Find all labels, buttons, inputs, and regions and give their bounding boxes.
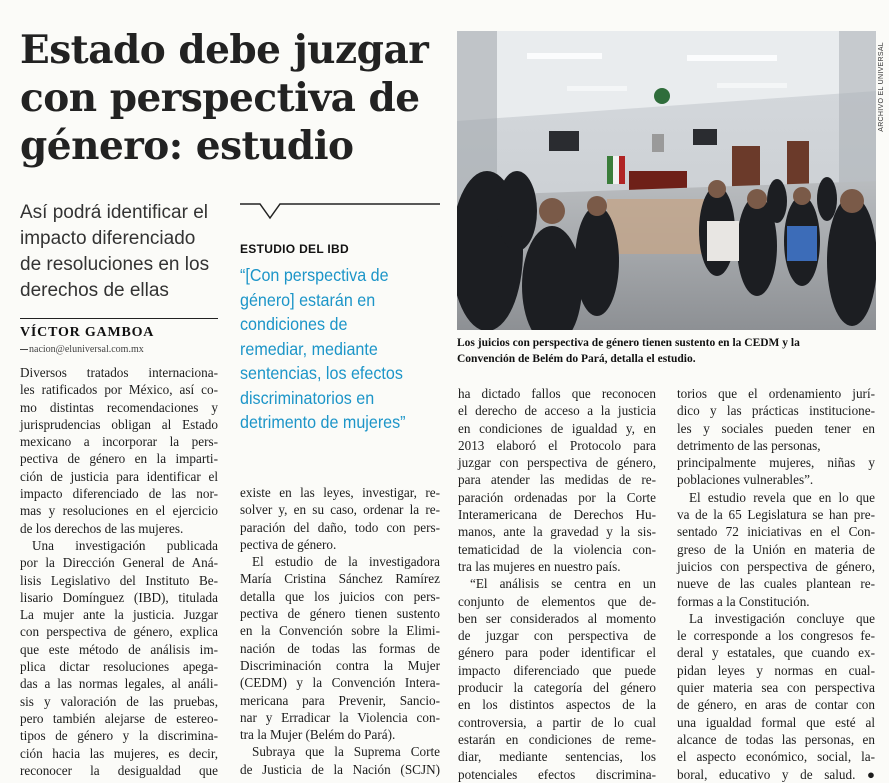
- body-line: torios que el ordenamiento jurí-: [677, 386, 875, 401]
- body-line: pero también alejarse de estereo-: [20, 710, 218, 726]
- body-line: pectiva de género en la imparti-: [20, 451, 218, 467]
- body-line: conjunto de elementos que de-: [458, 593, 656, 609]
- body-column-4: [677, 385, 875, 783]
- body-line: mo distintas recomendaciones y: [20, 399, 218, 415]
- body-line: Subraya que la Suprema Corte: [252, 744, 440, 760]
- body-line: tipos de género y la discrimina-: [20, 728, 218, 744]
- body-line: pectiva de género tienen sustento: [240, 606, 440, 622]
- body-line: sentado 72 iniciativas en el Con-: [677, 524, 875, 540]
- author-name: VÍCTOR GAMBOA: [20, 325, 155, 340]
- body-line: en condiciones de igualdad y, en: [458, 420, 656, 436]
- body-line: de los derechos de las mujeres.: [20, 520, 184, 536]
- body-line: juicios con perspectiva de género,: [677, 558, 875, 574]
- body-line: manos, ante la gravedad y la sis-: [458, 524, 656, 540]
- body-line: el aspecto económico, social, la-: [677, 749, 875, 765]
- body-line: pidan leyes y normas en cual-: [677, 662, 875, 678]
- body-line: sis y valoración de las pruebas,: [20, 693, 218, 709]
- pull-quote-line: género] estarán en: [240, 289, 376, 310]
- pull-quote-label: ESTUDIO DEL IBD: [240, 242, 349, 256]
- body-line: existe en las leyes, investigar, re-: [240, 485, 440, 500]
- body-line: solver y, en su caso, ordenar la re-: [240, 502, 440, 518]
- body-line: impacto diferenciado que puede: [458, 662, 656, 678]
- body-line: La investigación concluye que: [689, 610, 875, 626]
- headline-line: con perspectiva de: [20, 75, 420, 121]
- body-line: tematicidad de la violencia con-: [458, 541, 656, 557]
- subhead-line: Así podrá identificar el: [20, 202, 208, 223]
- body-line: El estudio revela que en lo que: [689, 489, 875, 505]
- body-line: María Cristina Sánchez Ramírez: [240, 571, 440, 587]
- body-line: de género, en aras de contar con: [677, 697, 875, 713]
- body-line: lisis Legislativo del Instituto Be-: [20, 572, 218, 588]
- body-line: juzgar con perspectiva de género,: [458, 455, 656, 471]
- body-line: nueve de las cuales plantean re-: [677, 576, 875, 592]
- subheadline: [20, 200, 230, 304]
- body-line: que este método de análisis im-: [20, 641, 218, 657]
- body-line: pectiva de género.: [240, 536, 337, 552]
- headline: [20, 26, 445, 170]
- pull-quote-line: detrimento de mujeres”: [240, 412, 406, 432]
- body-line: Interamericana de Derechos Hu-: [458, 507, 656, 523]
- body-line: para atender las medidas de re-: [458, 472, 656, 488]
- body-column-1: [20, 364, 218, 779]
- body-line: les ratificados por México, así co-: [20, 382, 218, 398]
- body-line: ha dictado fallos que reconocen: [458, 386, 656, 401]
- body-line: Una investigación publicada: [32, 537, 218, 553]
- body-line: ción de justicia para identificar el: [20, 468, 218, 484]
- body-line: en la Convención sobre la Elimi-: [240, 623, 440, 639]
- body-line: de juzgar con perspectiva de: [458, 628, 656, 644]
- body-line: jurisprudencias obligan al Estado: [20, 416, 218, 432]
- body-line: 2013 elaboró el Protocolo para: [458, 437, 656, 453]
- photo-caption: [457, 335, 882, 367]
- body-line: impacto diferenciado de las nor-: [20, 486, 218, 502]
- body-line: formas a la Constitución.: [677, 593, 810, 609]
- body-line: por la Dirección General de Aná-: [20, 555, 218, 571]
- body-line: una igualdad formal que esté al: [677, 714, 875, 730]
- body-line: controversia, a partir de lo cual: [458, 714, 656, 730]
- body-line: principalmente mujeres, niñas y: [677, 455, 875, 471]
- body-line: va de la 65 Legislatura se han pre-: [677, 507, 875, 523]
- body-line: potenciales efectos discrimina-: [458, 766, 656, 782]
- body-line: con perspectiva de género, explica: [20, 624, 218, 640]
- body-line: Diversos tratados internaciona-: [20, 365, 218, 380]
- body-line: deral y estatales, que cuando ex-: [677, 645, 875, 661]
- body-line: producir la categoría del género: [458, 680, 656, 696]
- body-line: tra las mujeres en nuestro país.: [458, 558, 621, 574]
- body-line: mas y resoluciones en el ejercicio: [20, 503, 218, 519]
- body-line: Discriminación contra la Mujer: [240, 657, 440, 673]
- body-line: La mujer ante la justicia. Juzgar: [20, 607, 218, 623]
- subhead-line: derechos de ellas: [20, 280, 169, 301]
- body-line: das a las normas legales, al análi-: [20, 676, 218, 692]
- body-line: les y sociales pueden tener en: [677, 420, 875, 436]
- body-line: quier materia sea con perspectiva: [677, 680, 875, 696]
- body-line: nar y Erradicar la Violencia con-: [240, 709, 440, 725]
- body-line: le corresponde a los congresos fe-: [677, 628, 875, 644]
- pull-quote-line: “[Con perspectiva de: [240, 265, 389, 285]
- body-line: mexicano a incorporar la pers-: [20, 434, 218, 450]
- body-line: (CEDM) y la Convención Intera-: [240, 675, 440, 691]
- body-line: El estudio de la investigadora: [252, 554, 440, 570]
- body-line: lisario Domínguez (IBD), titulada: [20, 589, 218, 605]
- caption-line: Convención de Belém do Pará, detalla el estudio.: [457, 353, 696, 365]
- body-line: diar, mediante sentencias, los: [458, 749, 656, 765]
- body-column-3: [458, 385, 656, 783]
- body-line: boral, educativo y de salud. ●: [677, 766, 875, 782]
- body-line: tra la Mujer (Belém do Pará).: [240, 727, 396, 743]
- caption-line: Los juicios con perspectiva de género tienen sustento en la CEDM y la: [457, 337, 800, 349]
- photo-credit: ARCHIVO EL UNIVERSAL: [878, 42, 885, 132]
- body-line: el derecho de acceso a la justicia: [458, 403, 656, 419]
- body-line: estarán en condiciones de reme-: [458, 731, 656, 747]
- body-line: dico y las prácticas institucione-: [677, 403, 875, 419]
- chevron-divider-icon: [240, 200, 440, 222]
- author-email[interactable]: nacion@eluniversal.com.mx: [20, 344, 218, 355]
- pull-quote-line: sentencias, los efectos: [240, 363, 403, 383]
- body-line: detalla que los juicios con pers-: [240, 588, 440, 604]
- body-line: ción hacia las mujeres, es decir,: [20, 745, 218, 761]
- pull-quote-line: condiciones de: [240, 314, 348, 334]
- headline-line: género: estudio: [20, 123, 354, 169]
- byline: [20, 318, 218, 355]
- body-line: reconocer la desigualdad que: [20, 762, 218, 778]
- body-column-2: [240, 484, 440, 778]
- body-line: greso de la Unión en materia de: [677, 541, 875, 557]
- body-line: en los distintos aspectos de la: [458, 697, 656, 713]
- body-line: mericana para Prevenir, Sancio-: [240, 692, 440, 708]
- body-line: alcance de todas las personas, en: [677, 731, 875, 747]
- body-line: paración del daño, todo con pers-: [240, 519, 440, 535]
- body-line: detrimento de las personas,: [677, 437, 821, 453]
- body-line: de Justicia de la Nación (SCJN): [240, 761, 440, 777]
- subhead-line: de resoluciones en los: [20, 254, 210, 275]
- pull-quote-line: discriminatorios en: [240, 387, 375, 408]
- pull-quote-line: remediar, mediante: [240, 338, 378, 359]
- courtroom-photo: [457, 31, 876, 330]
- pull-quote: [240, 263, 429, 435]
- subhead-line: impacto diferenciado: [20, 228, 196, 249]
- body-line: género para poder identificar el: [458, 645, 656, 661]
- body-line: plica dictar resoluciones apega-: [20, 659, 218, 675]
- body-line: ben ser considerados al momento: [458, 610, 656, 626]
- body-line: “El análisis se centra en un: [470, 576, 656, 592]
- body-line: paración ordenadas por la Corte: [458, 489, 656, 505]
- body-line: nación de todas las formas de: [240, 640, 440, 656]
- headline-line: Estado debe juzgar: [20, 27, 429, 73]
- body-line: poblaciones vulnerables”.: [677, 472, 814, 488]
